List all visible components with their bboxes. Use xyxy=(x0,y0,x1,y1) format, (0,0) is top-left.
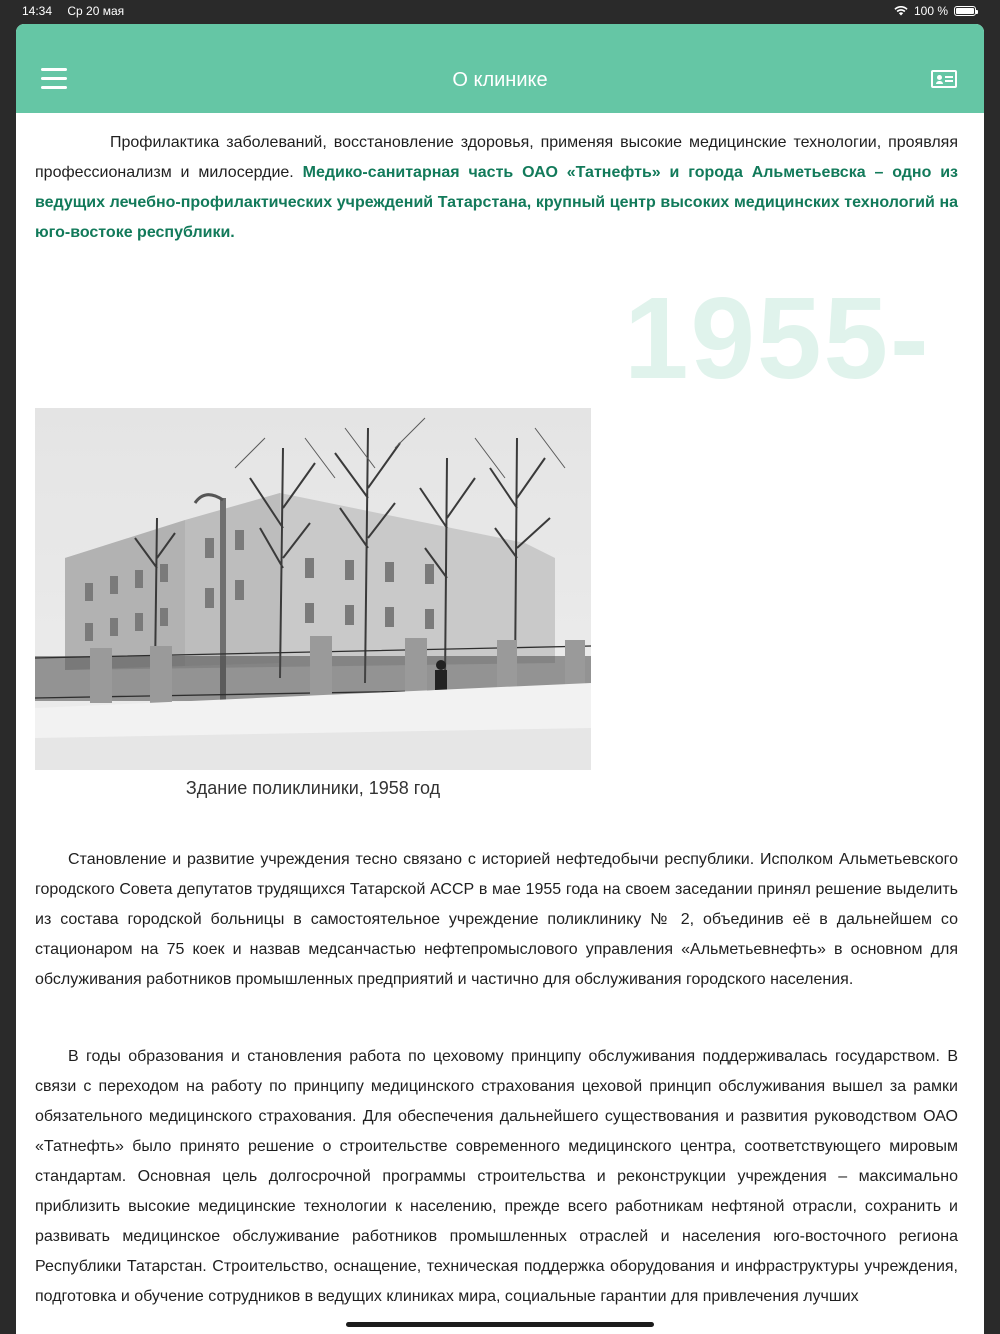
app-window xyxy=(16,24,984,1334)
intro-paragraph xyxy=(35,128,958,248)
home-indicator[interactable] xyxy=(346,1322,654,1327)
status-bar xyxy=(0,0,1000,22)
intro-accent-text: Медико-санитарная часть ОАО «Татнефть» и города Альметьевска – одно из ведущих лечебно-профилактических учреждений Татарстана, крупный центр высоких медицинских технологий на юго-востоке республики. xyxy=(35,164,959,241)
page-title: О клинике xyxy=(452,69,548,91)
history-paragraph: Становление и развитие учреждения тесно связано с историей нефтедобычи республики. Исполком Альметьевского городского Совета депутатов трудящихся Татарской АССР в мае 1955 года на своем заседании принял решение выделить из состава городской больницы в самостоятельное учреждение поликлинику № 2, объединив её в дальнейшем со стационаром на 75 коек и назвав медсанчастью нефтепромыслового управления «Альметьевнефть» в основном для обслуживания работников промышленных предприятий и частично для обслуживания городского населения. xyxy=(35,851,958,988)
year-label: 1955- xyxy=(624,273,931,403)
about-content xyxy=(16,113,984,1334)
wifi-icon xyxy=(894,6,908,16)
navigation-bar xyxy=(16,24,984,113)
battery-percent: 100 % xyxy=(913,4,948,18)
clinic-building-photo xyxy=(35,408,591,770)
intro-text: Профилактика заболеваний, восстановление здоровья, применяя высокие медицинские технологии, проявляя профессионализм и милосердие. xyxy=(35,134,958,181)
development-paragraph: В годы образования и становления работа по цеховому принципу обслуживания поддерживалась государством. В связи с переходом на работу по принципу медицинского страхования цеховой принцип обслуживания вышел за рамки обязательного медицинского страхования. Для обеспечения дальнейшего существования и развития руководством ОАО «Татнефть» было принято решение о строительстве современного медицинского центра, соответствующего мировым стандартам. Основная цель долгосрочной программы строительства и реконструкции учреждения – максимально приблизить высокие медицинские технологии к населению, прежде всего работникам нефтяной отрасли, сохранить и развивать медицинское обслуживание работников промышленных отраслей и населения юго-восточного региона Республики Татарстан. Строительство, оснащение, техническая поддержка оборудования и инфраструктуры учреждения, подготовка и обучение сотрудников в ведущих клиниках мира, социальные гарантии для привлечения лучших xyxy=(35,1048,958,1305)
photo-caption: Здание поликлиники, 1958 год xyxy=(185,778,441,798)
battery-icon xyxy=(954,6,976,16)
status-date: Ср 20 мая xyxy=(67,4,125,18)
contact-card-icon[interactable] xyxy=(931,70,957,88)
status-time: 14:34 xyxy=(22,4,53,18)
